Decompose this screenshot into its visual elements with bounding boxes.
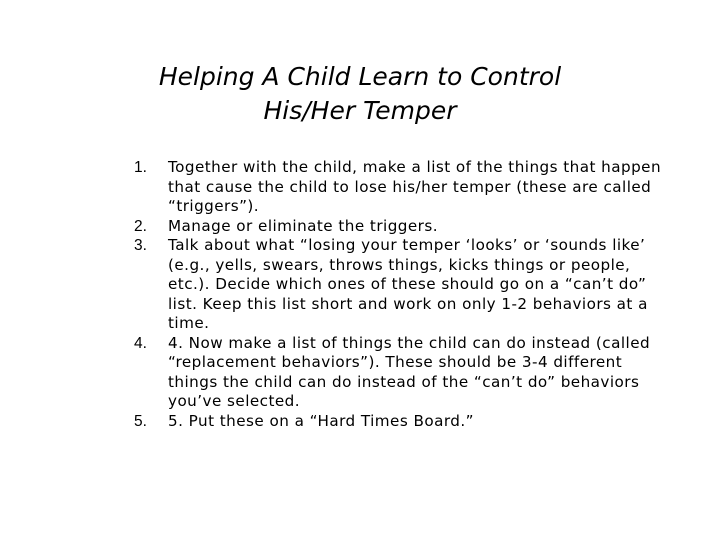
list-item [128,158,668,217]
title-line-2: His/Her Temper [263,96,457,125]
list-item [128,412,668,432]
list-item-text: Together with the child, make a list of the things that happen that cause the child to lose his/her temper (these are called “triggers”). [168,158,662,215]
list-item-text: 5. Put these on a “Hard Times Board.” [168,411,474,430]
list-item-number: 5. [134,412,147,430]
list-item-text: 4. Now make a list of things the child can do instead (called “replacement behaviors”). These should be 3-4 different things the child can do instead of the “can’t do” behaviors you’ve selected. [168,333,651,410]
list-item-number: 1. [134,159,147,176]
list-item-text: Manage or eliminate the triggers. [168,216,439,235]
list-item-number: 2. [134,217,147,235]
list-item-number: 4. [134,334,147,352]
list-item-number: 3. [134,237,147,254]
slide-title [100,60,620,128]
list-item [128,236,668,334]
list-item-text: Talk about what “losing your temper ‘looks’ or ‘sounds like’ (e.g., yells, swears, throws things, kicks things or people, etc.). Decide which ones of these should go on a “can’t do” list. Keep this list short and work on only 1-2 behaviors at a time. [168,236,648,332]
title-line-1: Helping A Child Learn to Control [158,62,562,91]
list-item [128,334,668,412]
numbered-list [128,158,668,431]
list-item [128,217,668,237]
